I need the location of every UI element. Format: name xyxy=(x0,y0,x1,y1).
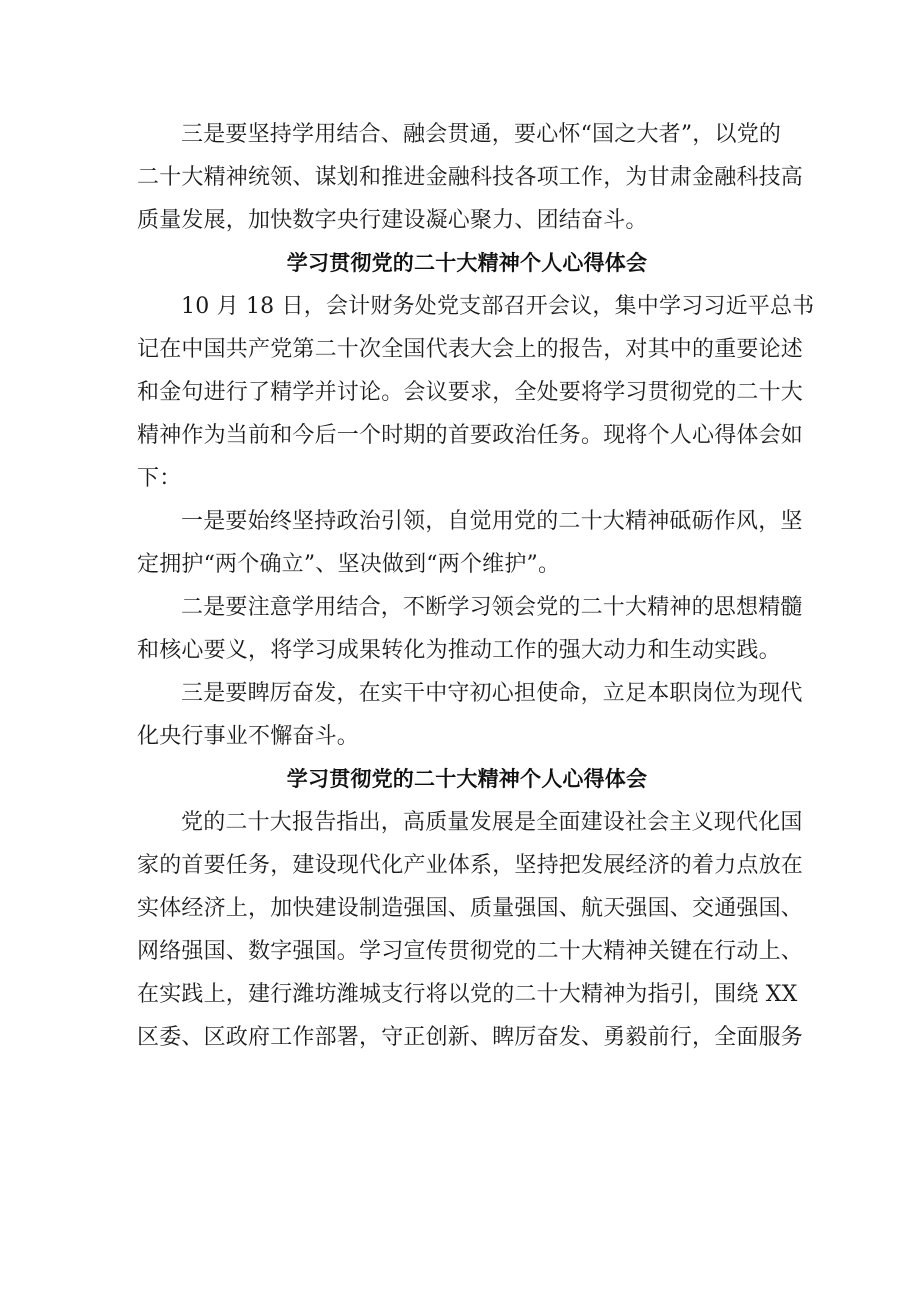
section-heading: 学习贯彻党的二十大精神个人心得体会 xyxy=(286,251,648,275)
section-heading: 学习贯彻党的二十大精神个人心得体会 xyxy=(286,767,648,791)
text-line: 三是要坚持学用结合、融会贯通，要心怀“国之大者”，以党的 xyxy=(181,122,782,147)
text-line: 下： xyxy=(137,466,182,491)
text-line: 和核心要义，将学习成果转化为推动工作的强大动力和生动实践。 xyxy=(137,638,781,663)
paragraph-meeting xyxy=(137,285,815,500)
text-line: 网络强国、数字强国。学习宣传贯彻党的二十大精神关键在行动上、 xyxy=(137,939,804,964)
text-line: 二是要注意学用结合，不断学习领会党的二十大精神的思想精髓 xyxy=(181,595,803,620)
text-line: 定拥护“两个确立”、坚决做到“两个维护”。 xyxy=(137,552,561,577)
document-body xyxy=(137,113,815,1059)
text-line: 二十大精神统领、谋划和推进金融科技各项工作，为甘肃金融科技高 xyxy=(137,165,804,190)
text-line: 三是要睥厉奋发，在实干中守初心担使命，立足本职岗位为现代 xyxy=(181,681,803,706)
paragraph-point-one xyxy=(137,500,803,586)
paragraph-high-quality-development xyxy=(137,801,804,1059)
paragraph-study-application xyxy=(137,113,804,242)
text-line: 一是要始终坚持政治引领，自觉用党的二十大精神砥砺作风，坚 xyxy=(181,509,803,534)
text-line: 家的首要任务，建设现代化产业体系，坚持把发展经济的着力点放在 xyxy=(137,853,804,878)
paragraph-point-two xyxy=(137,586,803,672)
paragraph-point-three xyxy=(137,672,803,758)
text-line: 10 月 18 日，会计财务处党支部召开会议，集中学习习近平总书 xyxy=(181,294,815,319)
text-line: 在实践上，建行潍坊潍城支行将以党的二十大精神为指引，围绕 XX xyxy=(137,982,798,1007)
text-line: 记在中国共产党第二十次全国代表大会上的报告，对其中的重要论述 xyxy=(137,337,804,362)
text-line: 化央行事业不懈奋斗。 xyxy=(137,724,360,749)
text-line: 实体经济上，加快建设制造强国、质量强国、航天强国、交通强国、 xyxy=(137,896,804,921)
text-line: 区委、区政府工作部署，守正创新、睥厉奋发、勇毅前行，全面服务 xyxy=(137,1025,804,1050)
text-line: 和金句进行了精学并讨论。会议要求，全处要将学习贯彻党的二十大 xyxy=(137,380,804,405)
text-line: 精神作为当前和今后一个时期的首要政治任务。现将个人心得体会如 xyxy=(137,423,804,448)
text-line: 党的二十大报告指出，高质量发展是全面建设社会主义现代化国 xyxy=(181,810,803,835)
text-line: 质量发展，加快数字央行建设凝心聚力、团结奋斗。 xyxy=(137,208,648,233)
